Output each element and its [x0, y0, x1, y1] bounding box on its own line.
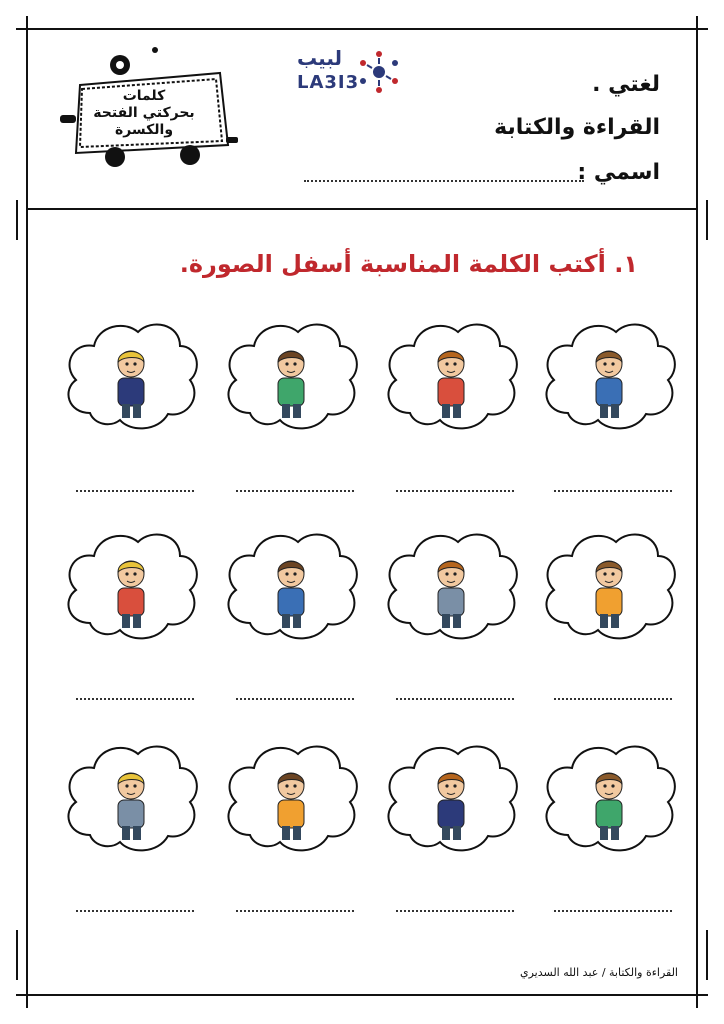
boy-pointing-at-child-icon [60, 528, 200, 643]
picture-cloud [60, 318, 200, 433]
answer-line[interactable] [236, 698, 354, 700]
boy-jumping-icon [60, 318, 200, 433]
boy-falling-laughing-icon [538, 528, 678, 643]
answer-line[interactable] [554, 698, 672, 700]
corner-mark [26, 16, 28, 30]
name-field[interactable] [304, 180, 584, 182]
picture-cloud [220, 528, 360, 643]
logo-mark-icon [357, 48, 401, 96]
men-shaking-hands-icon [220, 528, 360, 643]
boy-angry-icon [220, 740, 360, 855]
side-mark [16, 200, 18, 240]
picture-cloud [380, 318, 520, 433]
name-label: اسمي : [577, 160, 660, 185]
unit-title: القراءة والكتابة [494, 115, 660, 140]
badge-line-1: كلمات [122, 88, 166, 104]
picture-cloud [380, 528, 520, 643]
answer-line[interactable] [76, 910, 194, 912]
answer-line[interactable] [554, 910, 672, 912]
logo-latin: LA3I3 [297, 72, 360, 93]
boy-arms-crossed-icon [380, 318, 520, 433]
side-mark [16, 930, 18, 980]
answer-line[interactable] [396, 490, 514, 492]
boy-at-table-with-cup-icon [220, 318, 360, 433]
boy-listening-icon [380, 528, 520, 643]
corner-mark [696, 16, 698, 30]
picture-cloud [538, 740, 678, 855]
answer-line[interactable] [396, 698, 514, 700]
answer-line[interactable] [554, 490, 672, 492]
footer-credit: القراءة والكتابة / عبد الله السديري [520, 966, 678, 979]
badge-text [74, 88, 214, 139]
side-mark [706, 200, 708, 240]
picture-cloud [220, 318, 360, 433]
answer-line[interactable] [76, 490, 194, 492]
answer-line[interactable] [236, 490, 354, 492]
answer-line[interactable] [236, 910, 354, 912]
boy-sick-bleeding-icon [380, 740, 520, 855]
picture-cloud [538, 528, 678, 643]
subject-title: لغتي . [592, 72, 660, 97]
answer-line[interactable] [396, 910, 514, 912]
answer-line[interactable] [76, 698, 194, 700]
boy-praying-on-mat-icon [538, 740, 678, 855]
boy-in-toy-car-icon [60, 740, 200, 855]
logo-arabic: لبيب [297, 46, 343, 70]
labib-logo [295, 44, 405, 104]
picture-cloud [60, 740, 200, 855]
instruction-text: ١. أكتب الكلمة المناسبة أسفل الصورة. [179, 250, 638, 278]
picture-cloud [60, 528, 200, 643]
badge-line-3: والكسرة [114, 122, 174, 138]
corner-mark [696, 994, 698, 1008]
header-divider [26, 208, 698, 210]
picture-cloud [538, 318, 678, 433]
picture-cloud [380, 740, 520, 855]
corner-mark [26, 994, 28, 1008]
picture-cloud [220, 740, 360, 855]
side-mark [706, 930, 708, 980]
badge-line-2: بحركتي الفتحة [93, 105, 195, 121]
boy-sitting-at-desk-icon [538, 318, 678, 433]
